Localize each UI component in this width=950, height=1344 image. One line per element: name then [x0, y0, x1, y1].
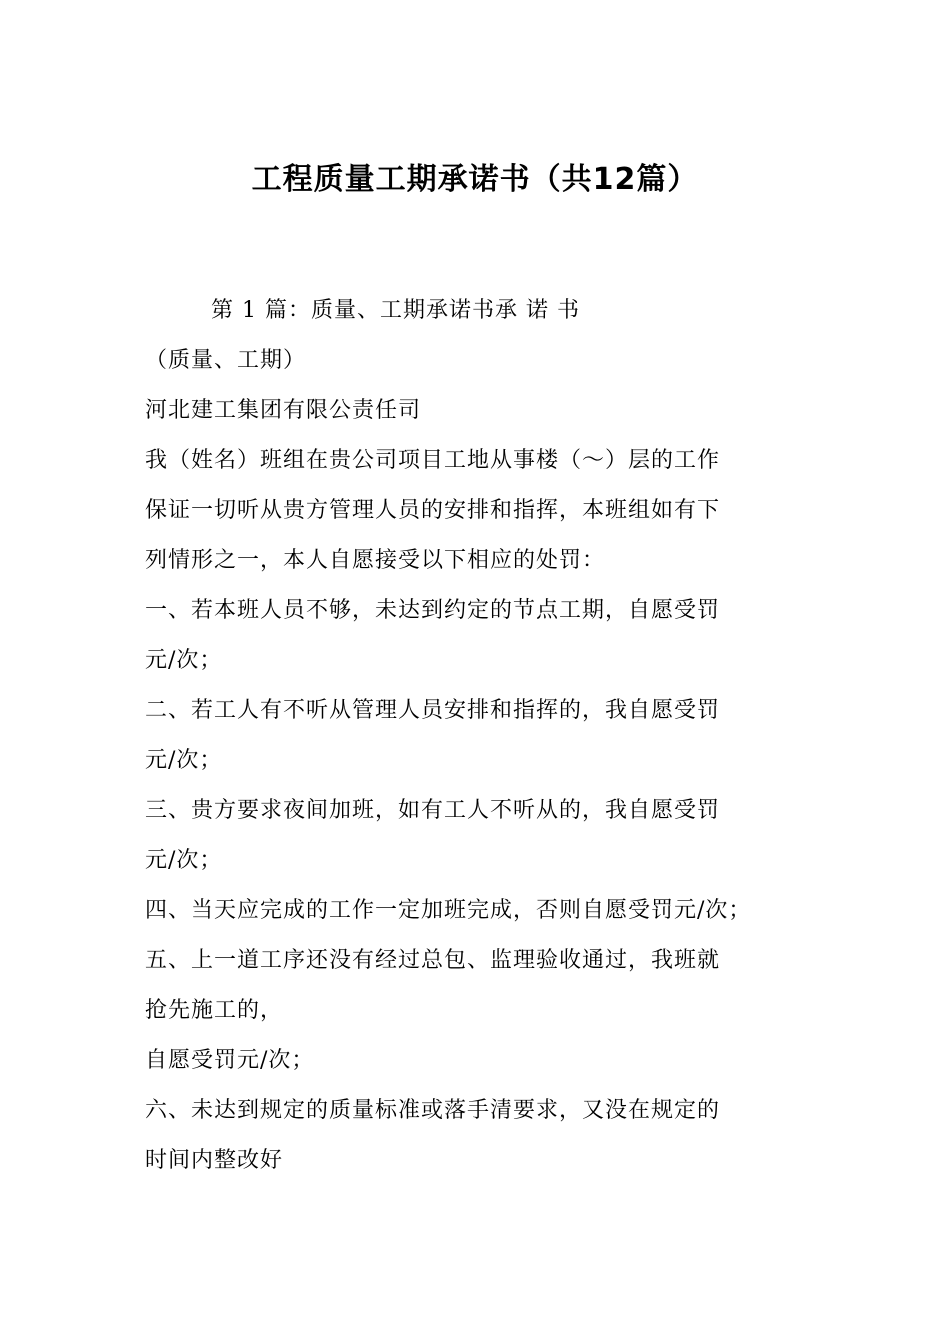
body-line: 五、上一道工序还没有经过总包、监理验收通过，我班就 [145, 948, 721, 973]
document-body [145, 286, 815, 1186]
body-line: 时间内整改好 [145, 1148, 284, 1173]
body-line: 我（姓名）班组在贵公司项目工地从事楼（～）层的工作 [145, 448, 721, 473]
body-line: 二、若工人有不听从管理人员安排和指挥的，我自愿受罚 [145, 698, 721, 723]
body-line: 保证一切听从贵方管理人员的安排和指挥，本班组如有下 [145, 498, 721, 523]
document-title: 工程质量工期承诺书（共12篇） [251, 162, 699, 197]
body-line: （质量、工期） [145, 348, 307, 373]
section-heading: 第 1 篇：质量、工期承诺书承 诺 书 [211, 298, 580, 323]
body-line: 列情形之一，本人自愿接受以下相应的处罚： [145, 548, 606, 573]
body-line: 元/次； [145, 848, 223, 873]
body-line: 河北建工集团有限公责任司 [145, 398, 422, 423]
body-line: 抢先施工的， [145, 998, 284, 1023]
body-line: 自愿受罚元/次； [145, 1048, 315, 1073]
body-line: 元/次； [145, 748, 223, 773]
body-line: 三、贵方要求夜间加班，如有工人不听从的，我自愿受罚 [145, 798, 721, 823]
body-line: 元/次； [145, 648, 223, 673]
body-line: 四、当天应完成的工作一定加班完成，否则自愿受罚元/次； [145, 898, 752, 923]
body-line: 六、未达到规定的质量标准或落手清要求，又没在规定的 [145, 1098, 721, 1123]
body-line: 一、若本班人员不够，未达到约定的节点工期，自愿受罚 [145, 598, 721, 623]
